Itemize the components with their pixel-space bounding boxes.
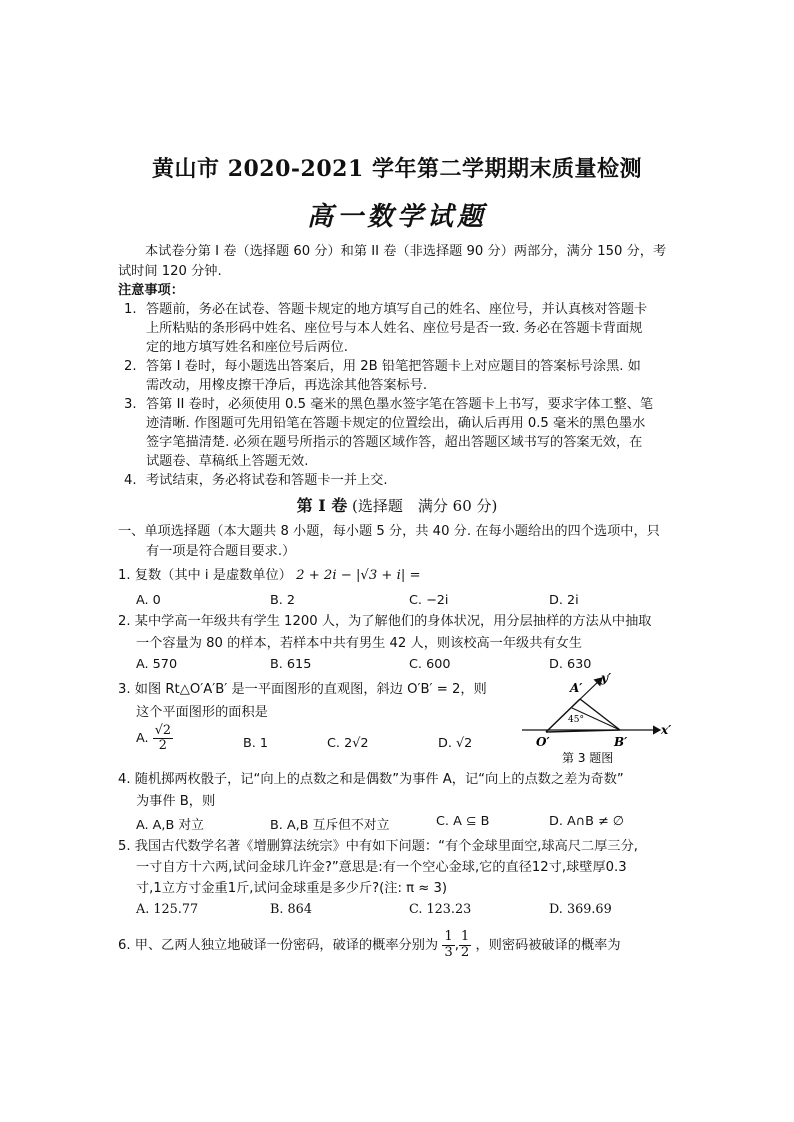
q2-text-1: 某中学高一年级共有学生 1200 人，为了解他们的身体状况，用分层抽样的方法从中抽取 (134, 614, 652, 629)
q1-option-a: A. 0 (136, 593, 161, 608)
q6-fraction-1 (442, 930, 454, 960)
q2-option-b: B. 615 (270, 657, 312, 672)
q1-option-d: D. 2i (549, 593, 579, 608)
q3-number: 3. (118, 682, 131, 697)
q5-line-2: 一寸自方十六两,试问金球几许金?”意思是:有一个空心金球,它的直径12寸,球壁厚0.3 (136, 860, 627, 875)
q6-number: 6. (118, 938, 131, 954)
q3-text-1: 如图 Rt△O′A′B′ 是一平面图形的直观图，斜边 O′B′ = 2，则 (134, 682, 487, 697)
q3-figure-angle: 45° (568, 715, 584, 725)
note-1-line-2: 上所粘贴的条形码中姓名、座位号与本人姓名、座位号是否一致. 务必在答题卡背面规 (146, 321, 643, 336)
q4-option-d: D. A∩B ≠ ∅ (549, 814, 624, 829)
exam-title: 黄山市 2020-2021 学年第二学期期末质量检测 (152, 156, 642, 182)
q6-fraction-1-denominator: 3 (444, 944, 453, 960)
q2-line-2: 一个容量为 80 的样本，若样本中共有男生 42 人，则该校高一年级共有女生 (136, 636, 582, 651)
q6-text-before: 甲、乙两人独立地破译一份密码，破译的概率分别为 (134, 938, 439, 954)
q4-text-1: 随机掷两枚骰子，记“向上的点数之和是偶数”为事件 A，记“向上的点数之差为奇数” (134, 772, 624, 787)
q1-text: 复数（其中 i 是虚数单位） (134, 568, 292, 583)
q2-option-a: A. 570 (136, 657, 178, 672)
note-3-number: 3. (124, 397, 137, 412)
section-title (0, 493, 794, 516)
q3-option-a-denominator: 2 (158, 738, 167, 754)
q3-option-a-label: A. (136, 731, 149, 747)
q3-option-c: C. 2√2 (327, 736, 369, 751)
q3-option-a-fraction (153, 724, 173, 753)
note-2-line-1: 答第 I 卷时，每小题选出答案后，用 2B 铅笔把答题卡上对应题目的答案标号涂黑. 如 (146, 359, 641, 374)
note-4-line-1: 考试结束，务必将试卷和答题卡一并上交. (146, 473, 388, 488)
q6-fraction-2-numerator: 1 (460, 929, 470, 944)
q5-text-1: 我国古代数学名著《增删算法统宗》中有如下问题：“有个金球里面空,球高尺二厚三分, (134, 839, 638, 854)
q1-option-c: C. −2i (409, 593, 449, 608)
q4-number: 4. (118, 772, 131, 787)
note-3-line-4: 试题卷、草稿纸上答题无效. (146, 454, 309, 469)
q2-line-1 (118, 612, 652, 631)
q3-figure-label-x: x′ (661, 723, 672, 737)
q6-text-after: ，则密码被破译的概率为 (475, 938, 621, 954)
q2-option-c: C. 600 (409, 657, 451, 672)
q1-option-b: B. 2 (270, 593, 296, 608)
q3-figure-label-a: A′ (570, 681, 583, 695)
note-4-number: 4. (124, 473, 137, 488)
q3-option-b: B. 1 (243, 736, 269, 751)
q3-figure-caption: 第 3 题图 (562, 751, 614, 765)
note-1-line-1: 答题前，务必在试卷、答题卡规定的地方填写自己的姓名、座位号，并认真核对答题卡 (146, 302, 648, 317)
note-3-line-1: 答第 II 卷时，必须使用 0.5 毫米的黑色墨水签字笔在答题卡上书写，要求字体工整、笔 (146, 397, 654, 412)
q3-line-1 (118, 680, 487, 699)
q2-number: 2. (118, 614, 131, 629)
q5-line-1 (118, 837, 638, 856)
q5-line-3: 寸,1立方寸金重1斤,试问金球重是多少斤?(注: π ≈ 3) (136, 881, 448, 896)
q3-figure-label-o: O′ (536, 735, 550, 749)
q5-option-a: A. 125.77 (136, 902, 199, 917)
intro-line-1: 本试卷分第 I 卷（选择题 60 分）和第 II 卷（非选择题 90 分）两部分，满分 150 分，考 (145, 244, 667, 259)
note-2-line-2: 需改动，用橡皮擦干净后，再选涂其他答案标号. (146, 378, 428, 393)
q3-figure-label-b: B′ (614, 735, 628, 749)
q5-option-c: C. 123.23 (409, 902, 472, 917)
q1-stem (118, 566, 421, 585)
section-detail: (选择题 满分 60 分) (352, 497, 498, 515)
note-1-line-3: 定的地方填写姓名和座位号后两位. (146, 340, 349, 355)
q1-expression: 2 + 2i − |√3 + i| = (296, 568, 421, 583)
note-3-line-3: 签字笔描清楚. 必须在题号所指示的答题区域作答，超出答题区域书写的答案无效，在 (146, 435, 643, 450)
part-heading-line-1: 一、单项选择题（本大题共 8 小题，每小题 5 分，共 40 分. 在每小题给出的四个选项中，只 (118, 524, 660, 539)
q4-option-a: A. A,B 对立 (136, 818, 204, 833)
part-heading-line-2: 有一项是符合题目要求.） (146, 544, 296, 559)
q5-number: 5. (118, 839, 131, 854)
q5-option-b: B. 864 (270, 902, 312, 917)
note-2-number: 2. (124, 359, 137, 374)
q3-option-d: D. √2 (438, 736, 473, 751)
note-1-number: 1. (124, 302, 137, 317)
q3-figure-label-y: y′ (601, 671, 612, 685)
notes-heading: 注意事项： (118, 283, 184, 298)
intro-line-2: 试时间 120 分钟. (118, 264, 222, 279)
q4-option-c: C. A ⊆ B (436, 814, 490, 829)
q6-fraction-1-numerator: 1 (444, 929, 453, 944)
q3-figure (510, 668, 680, 768)
q6-fraction-separator: , (454, 938, 459, 954)
q6-fraction-2-denominator: 2 (460, 944, 470, 960)
q4-line-1 (118, 770, 624, 789)
q2-option-d: D. 630 (549, 657, 592, 672)
q3-option-a (136, 724, 173, 753)
q4-line-2: 为事件 B，则 (136, 794, 216, 809)
note-3-line-2: 迹清晰. 作图题可先用铅笔在答题卡规定的位置绘出，确认后再用 0.5 毫米的黑色墨水 (146, 416, 646, 431)
q4-option-b: B. A,B 互斥但不对立 (270, 818, 390, 833)
q3-line-2: 这个平面图形的面积是 (136, 705, 268, 720)
q6-stem (118, 930, 621, 960)
exam-subtitle: 高一数学试题 (306, 202, 487, 232)
q5-option-d: D. 369.69 (549, 902, 612, 917)
q3-option-a-numerator: √2 (154, 723, 171, 738)
section-name: 第 I 卷 (296, 496, 348, 515)
q6-fraction-2 (459, 930, 471, 960)
q1-number: 1. (118, 568, 131, 583)
